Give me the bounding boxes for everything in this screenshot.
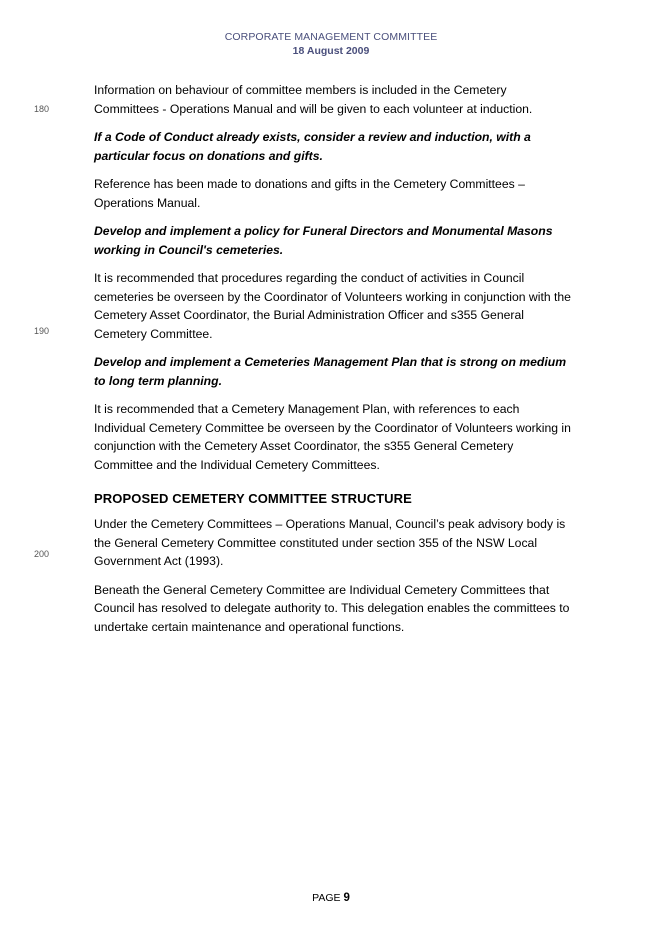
line-number-190: 190 xyxy=(34,326,50,336)
body-paragraph: It is recommended that a Cemetery Management Plan, with references to each Individual Cemetery Committee be overseen by the Coordinator of Volunteers working in conjunction with the Cemetery Asset Coordinator, the s355 General Cemetery Committee and the Individual Cemetery Committees. xyxy=(94,402,571,472)
page-header xyxy=(0,30,662,58)
body-paragraph: Reference has been made to donations and gifts in the Cemetery Committees – Operations Manual. xyxy=(94,177,525,210)
page-number: 9 xyxy=(343,892,350,904)
line-number-200: 200 xyxy=(34,549,50,559)
recommendation-heading: Develop and implement a policy for Funeral Directors and Monumental Masons working in Council's cemeteries. xyxy=(94,224,553,257)
section-heading: PROPOSED CEMETERY COMMITTEE STRUCTURE xyxy=(94,491,412,506)
line-number-180: 180 xyxy=(34,104,50,114)
document-body xyxy=(94,81,574,646)
meeting-date: 18 August 2009 xyxy=(292,45,370,57)
body-paragraph: Beneath the General Cemetery Committee are Individual Cemetery Committees that Council has resolved to delegate authority to. This delegation enables the committees to undertake certain maintenance and operational functions. xyxy=(94,582,570,634)
recommendation-heading: If a Code of Conduct already exists, consider a review and induction, with a particular focus on donations and gifts. xyxy=(94,130,531,163)
committee-title: CORPORATE MANAGEMENT COMMITTEE xyxy=(224,31,438,43)
body-paragraph: Under the Cemetery Committees – Operations Manual, Council’s peak advisory body is the General Cemetery Committee constituted under section 355 of the NSW Local Government Act (1993). xyxy=(94,517,566,568)
body-paragraph: It is recommended that procedures regarding the conduct of activities in Council cemeteries be overseen by the Coordinator of Volunteers working in conjunction with the Cemetery Asset Coordinator, the Burial Administration Officer and s355 General Cemetery Committee. xyxy=(94,271,571,341)
recommendation-heading: Develop and implement a Cemeteries Management Plan that is strong on medium to long term planning. xyxy=(94,355,567,388)
body-paragraph: Information on behaviour of committee members is included in the Cemetery Committees - Operations Manual and will be given to each volunteer at induction. xyxy=(94,83,533,116)
page-label: PAGE xyxy=(312,892,341,904)
page-footer xyxy=(0,891,662,905)
